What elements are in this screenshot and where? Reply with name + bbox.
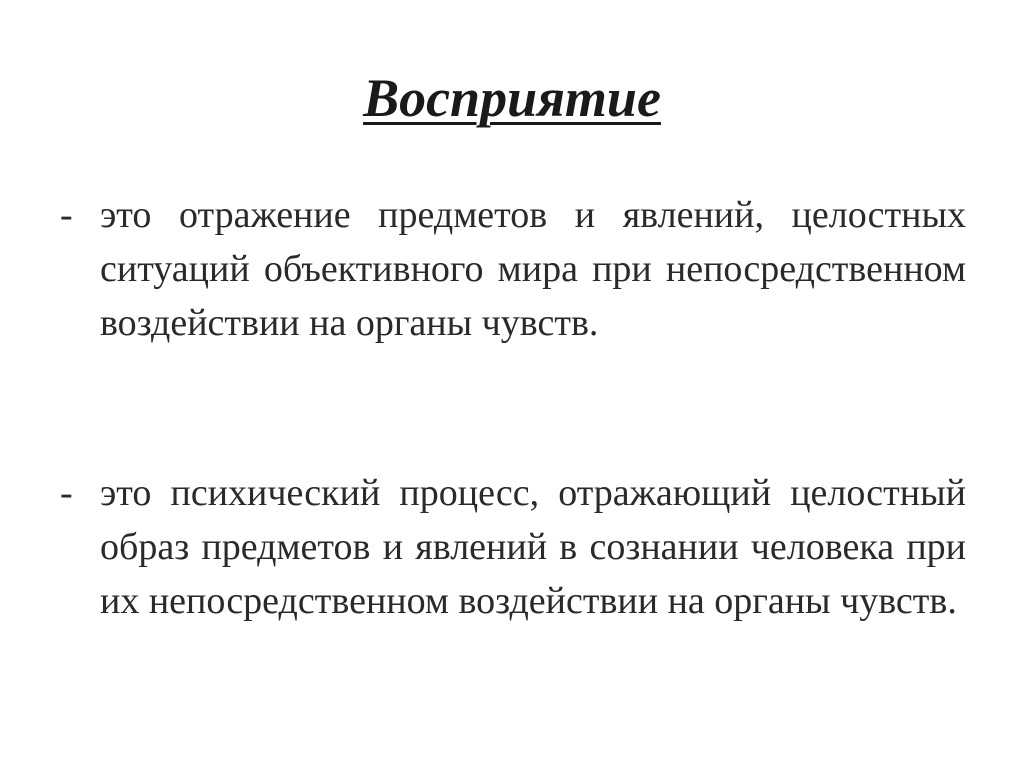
definition-item-2	[60, 466, 966, 628]
definition-marker: -	[60, 194, 73, 236]
definition-text: это психический процесс, отражающий целостный образ предметов и явлений в сознании человека при их непосредственном воздействии на органы чувств.	[100, 472, 966, 622]
definition-marker: -	[60, 472, 73, 514]
definition-item-1	[60, 188, 966, 350]
slide-title: Восприятие	[363, 68, 661, 128]
definition-text: это отражение предметов и явлений, целостных ситуаций объективного мира при непосредственном воздействии на органы чувств.	[100, 194, 966, 344]
